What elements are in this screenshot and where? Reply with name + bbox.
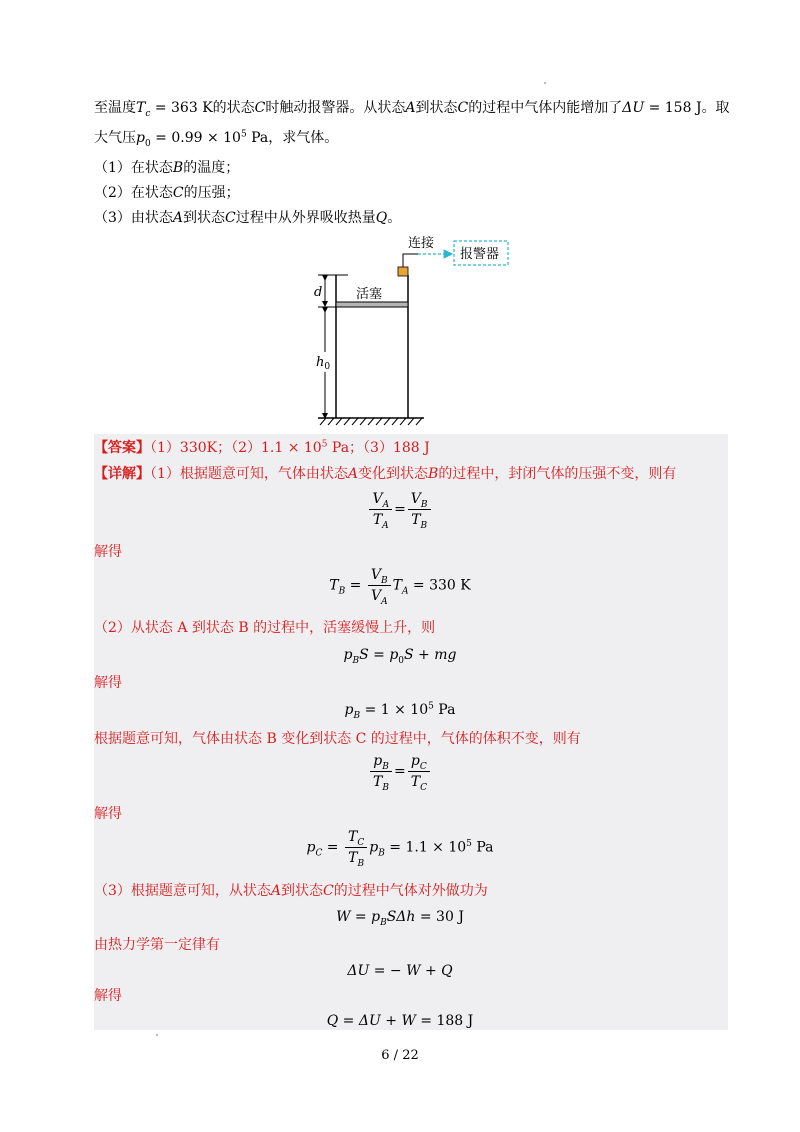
cylinder-diagram [310, 230, 530, 426]
equation-8: ΔU = − W + Q [347, 963, 453, 979]
equation-5: $\frac{p_B}{T_B}$ = $\frac{p_C}{T_C}$ [0, 752, 800, 791]
connect-label: 连接 [408, 236, 435, 251]
ground-hatch [320, 418, 422, 425]
solve-label-3: 解得 [94, 806, 122, 822]
sensor-block [398, 267, 408, 276]
question-2: （2）在状态C的压强； [94, 185, 240, 201]
equation-9: Q = ΔU + W = 188 J [326, 1013, 474, 1029]
question-1: （1）在状态B的温度； [94, 160, 240, 176]
sensor-wire [403, 254, 418, 267]
equation-6: $p_C$ = $\frac{T_C}{T_B}$ $p_B = 1.1 \times 10^5$ Pa [306, 829, 494, 869]
equation-7: $W = p_BS\Delta h = 30$ J [336, 909, 464, 928]
equation-2: $T_B$ = $\frac{V_B}{V_A}$ $T_A = 330$ K [329, 567, 471, 607]
problem-line-1: 至温度$T_c = 363$ K的状态C时触动报警器。从状态A到状态C的过程中气体内能增加了ΔU = 158 J。取 [94, 100, 730, 119]
solve-label-1: 解得 [94, 544, 122, 560]
problem-line-2: 大气压$p_0 = 0.99 \times 10^5$ Pa，求气体。 [94, 129, 339, 149]
scan-dot-2 [156, 1034, 158, 1036]
piston-label: 活塞 [356, 287, 383, 302]
piston [336, 302, 408, 307]
solve-label-4: 解得 [94, 988, 122, 1004]
equation-4: $p_B = 1 \times 10^5$ Pa [344, 701, 456, 721]
detail-step-3: 根据题意可知，气体由状态 B 变化到状态 C 的过程中，气体的体积不变，则有 [94, 731, 581, 747]
question-3: （3）由状态A到状态C过程中从外界吸收热量Q。 [94, 210, 402, 226]
detail-step-4: （3）根据题意可知，从状态A到状态C的过程中气体对外做功为 [94, 883, 488, 899]
solve-label-2: 解得 [94, 675, 122, 691]
detail-step-1: 【详解】（1）根据题意可知，气体由状态A变化到状态B的过程中，封闭气体的压强不变，则有 [94, 466, 677, 482]
equation-3: $p_BS = p_0S$ + mg [343, 647, 457, 666]
answer-line: 【答案】（1）330K；$(2)1.1 \times 10^5$ Pa；（3）188 J [94, 439, 430, 456]
detail-step-5: 由热力学第一定律有 [94, 937, 220, 953]
d-label: d [314, 285, 323, 300]
equation-1: $\frac{V_A}{T_A}$ = $\frac{V_B}{T_B}$ [0, 490, 800, 529]
alarm-label: 报警器 [460, 247, 500, 262]
h0-label: $h_0$ [316, 355, 331, 372]
page-number: 6 / 22 [381, 1048, 419, 1063]
scan-dot [544, 82, 546, 84]
detail-step-2: （2）从状态 A 到状态 B 的过程中，活塞缓慢上升，则 [94, 620, 436, 636]
